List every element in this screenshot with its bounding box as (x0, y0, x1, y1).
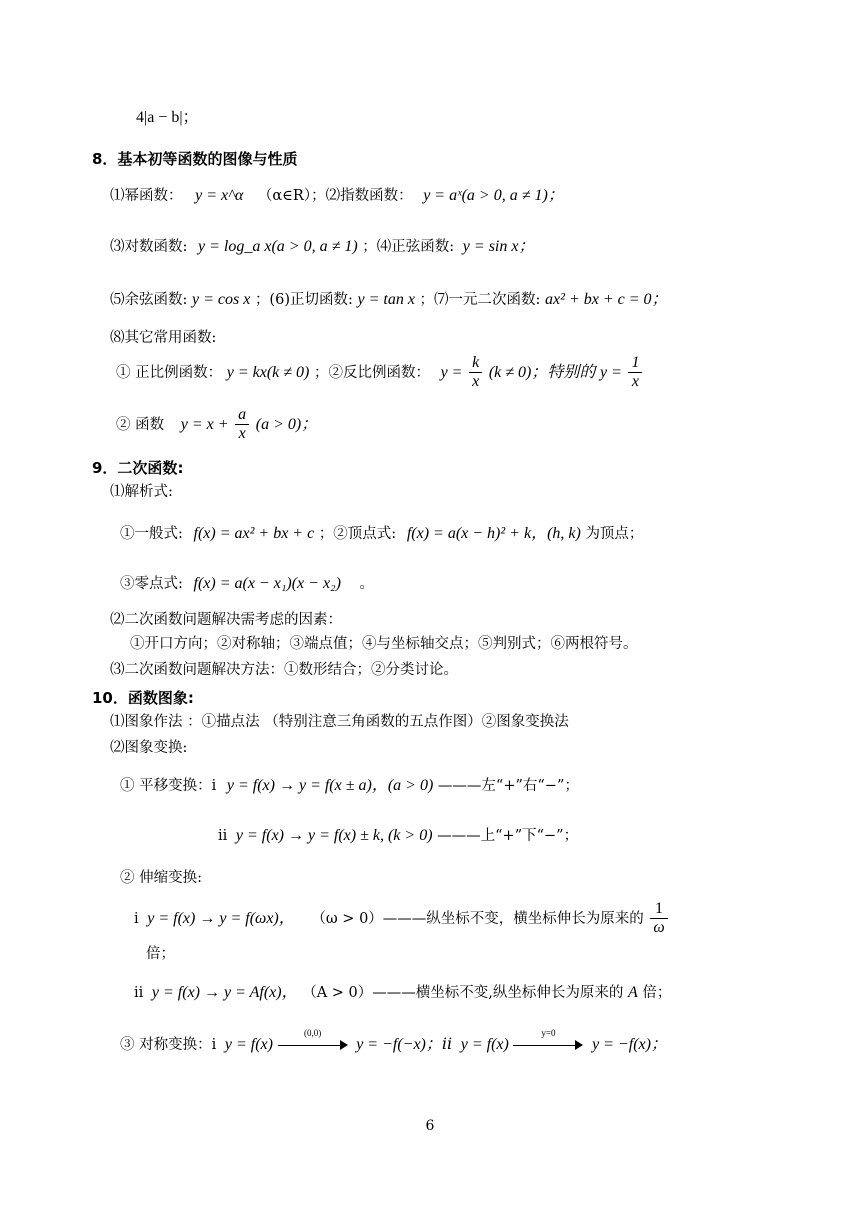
zero-form-expr: f(x) = a(x − x₁)(x − x₂) (193, 575, 341, 592)
section-8-title: 8．基本初等函数的图像与性质 (92, 150, 298, 168)
hook-func-line (116, 406, 317, 444)
fraction-denominator: x (472, 373, 480, 391)
scaling-item-i: ⅰ (134, 910, 139, 927)
direct-prop-expr: y = kx(k ≠ 0) (226, 363, 310, 381)
fraction-numerator: 1 (650, 900, 667, 919)
exp-func-label: （α∈R）；⑵指数函数： (257, 188, 413, 204)
abs-diff-line (136, 108, 199, 127)
direct-prop-label: ① 正比例函数： (116, 364, 223, 381)
exp-func-expr: y = aˣ(a > 0, a ≠ 1)； (423, 187, 564, 204)
inverse-prop-label: ；②反比例函数： (313, 364, 430, 381)
sin-func-expr: y = sin x； (462, 238, 535, 255)
factors-list: ①开口方向；②对称轴；③端点值；④与坐标轴交点；⑤判别式；⑥两根符号。 (130, 636, 638, 652)
scaling-line-2 (134, 983, 671, 1002)
symmetry-arrow-origin (278, 1028, 348, 1054)
abs-diff-expr: 4|a − b|； (136, 109, 199, 126)
scaling-note-2-var: A (628, 984, 638, 1001)
quad-func-expr: ax² + bx + c = 0； (545, 291, 668, 308)
arrow-label: y=0 (541, 1028, 556, 1038)
special-case-lhs: y = (599, 363, 622, 381)
symmetry-line (120, 1028, 667, 1054)
vertex-form-label: ；②顶点式: (318, 526, 397, 542)
cos-func-expr: y = cos x (192, 291, 251, 308)
quad-func-label: ；⑺一元二次函数: (419, 292, 541, 308)
tan-func-expr: y = tan x (357, 291, 415, 308)
cos-tan-quad-line (110, 290, 668, 309)
tan-func-label: ；(6)正切函数: (254, 292, 353, 308)
symmetry-expr-1-lhs: y = f(x) (224, 1036, 273, 1053)
special-case-fraction (628, 354, 642, 392)
inverse-prop-fraction (469, 354, 482, 392)
scaling-line-1 (134, 900, 670, 938)
fraction-denominator: ω (653, 919, 665, 937)
other-func-label: ⑻其它常用函数: (110, 330, 217, 346)
general-form-label: ①一般式: (120, 526, 183, 542)
translation-expr-1: y = f(x) → y = f(x ± a)，(a > 0) (226, 777, 434, 794)
scaling-expr-1: y = f(x) → y = f(ωx)， (147, 909, 295, 927)
scaling-fraction (650, 900, 667, 938)
scaling-item-ii: ⅱ (134, 985, 144, 1001)
arrow-label: (0,0) (303, 1028, 322, 1038)
arrow-line (278, 1045, 342, 1046)
scaling-note-2: （A > 0）———横坐标不变,纵坐标伸长为原来的 (302, 985, 624, 1001)
arrow-head-icon (340, 1040, 348, 1050)
scaling-note-1: （ω > 0）———纵坐标不变，横坐标伸长为原来的 (311, 910, 644, 927)
fraction-numerator: k (469, 354, 482, 373)
symmetry-expr-2-rhs: y = −f(x)； (592, 1036, 667, 1053)
graph-methods-line: ⑴图象作法 ：①描点法 （特别注意三角函数的五点作图）②图象变换法 (110, 714, 569, 730)
methods-line: ⑶二次函数问题解决方法：①数形结合；②分类讨论。 (110, 662, 458, 678)
section-10-title: 10．函数图象: (92, 689, 194, 707)
hook-func-condition: (a > 0)； (255, 415, 318, 433)
symmetry-expr-2-lhs: y = f(x) (460, 1036, 509, 1053)
power-func-label: ⑴幂函数： (110, 188, 183, 204)
factors-label: ⑵二次函数问题解决需考虑的因素： (110, 612, 342, 628)
fraction-denominator: x (238, 425, 246, 443)
sin-func-label: ；⑷正弦函数: (362, 239, 455, 255)
fraction-numerator: 1 (628, 354, 642, 373)
power-exp-line (110, 186, 564, 205)
scaling-note-1-cont: 倍； (146, 946, 175, 962)
page-number: 6 (425, 1118, 435, 1134)
symmetry-arrow-xaxis (513, 1028, 583, 1054)
zero-form-end: 。 (359, 576, 375, 592)
fraction-numerator: a (235, 406, 249, 425)
hook-func-fraction (235, 406, 249, 444)
fraction-denominator: x (631, 373, 640, 391)
zero-form-line (120, 574, 374, 593)
inverse-prop-lhs: y = (440, 363, 463, 381)
hook-func-lhs: y = x + (180, 415, 229, 433)
inverse-prop-condition: (k ≠ 0)；特别的 (488, 363, 596, 381)
translation-note-1: ———左“+”右“−”； (437, 778, 579, 794)
vertex-form-expr: f(x) = a(x − h)² + k，(h, k) (406, 525, 581, 542)
scaling-note-2-end: 倍； (642, 985, 672, 1001)
analytic-form-label: ⑴解析式: (110, 484, 173, 500)
symmetry-expr-1-rhs: y = −f(−x)；ⅱ (356, 1036, 453, 1053)
cos-func-label: ⑸余弦函数: (110, 292, 188, 308)
log-func-label: ⑶对数函数: (110, 239, 188, 255)
translation-item-ii: ⅱ (218, 828, 228, 844)
arrow-line (513, 1045, 577, 1046)
vertex-form-note: 为顶点； (585, 526, 644, 542)
symmetry-label: ③ 对称变换：ⅰ (120, 1037, 217, 1053)
scaling-label: ② 伸缩变换: (120, 870, 202, 886)
general-vertex-form-line (120, 524, 643, 543)
general-form-expr: f(x) = ax² + bx + c (193, 525, 315, 542)
scaling-expr-2: y = f(x) → y = Af(x)， (151, 984, 298, 1001)
translation-line-1 (120, 776, 579, 795)
translation-line-2 (218, 826, 578, 845)
graph-transform-label: ⑵图象变换: (110, 740, 188, 756)
log-sin-line (110, 237, 534, 256)
translation-expr-2: y = f(x) → y = f(x) ± k, (k > 0) (235, 827, 433, 844)
proportion-func-line (116, 354, 644, 392)
zero-form-label: ③零点式: (120, 576, 183, 592)
translation-note-2: ———上“+”下“−”； (437, 828, 579, 844)
hook-func-label: ② 函数 (116, 416, 165, 433)
log-func-expr: y = log_a x(a > 0, a ≠ 1) (198, 238, 358, 255)
arrow-head-icon (575, 1040, 583, 1050)
power-func-expr: y = x^α (195, 187, 244, 204)
translation-label: ① 平移变换：ⅰ (120, 778, 217, 794)
section-9-title: 9．二次函数: (92, 459, 184, 477)
